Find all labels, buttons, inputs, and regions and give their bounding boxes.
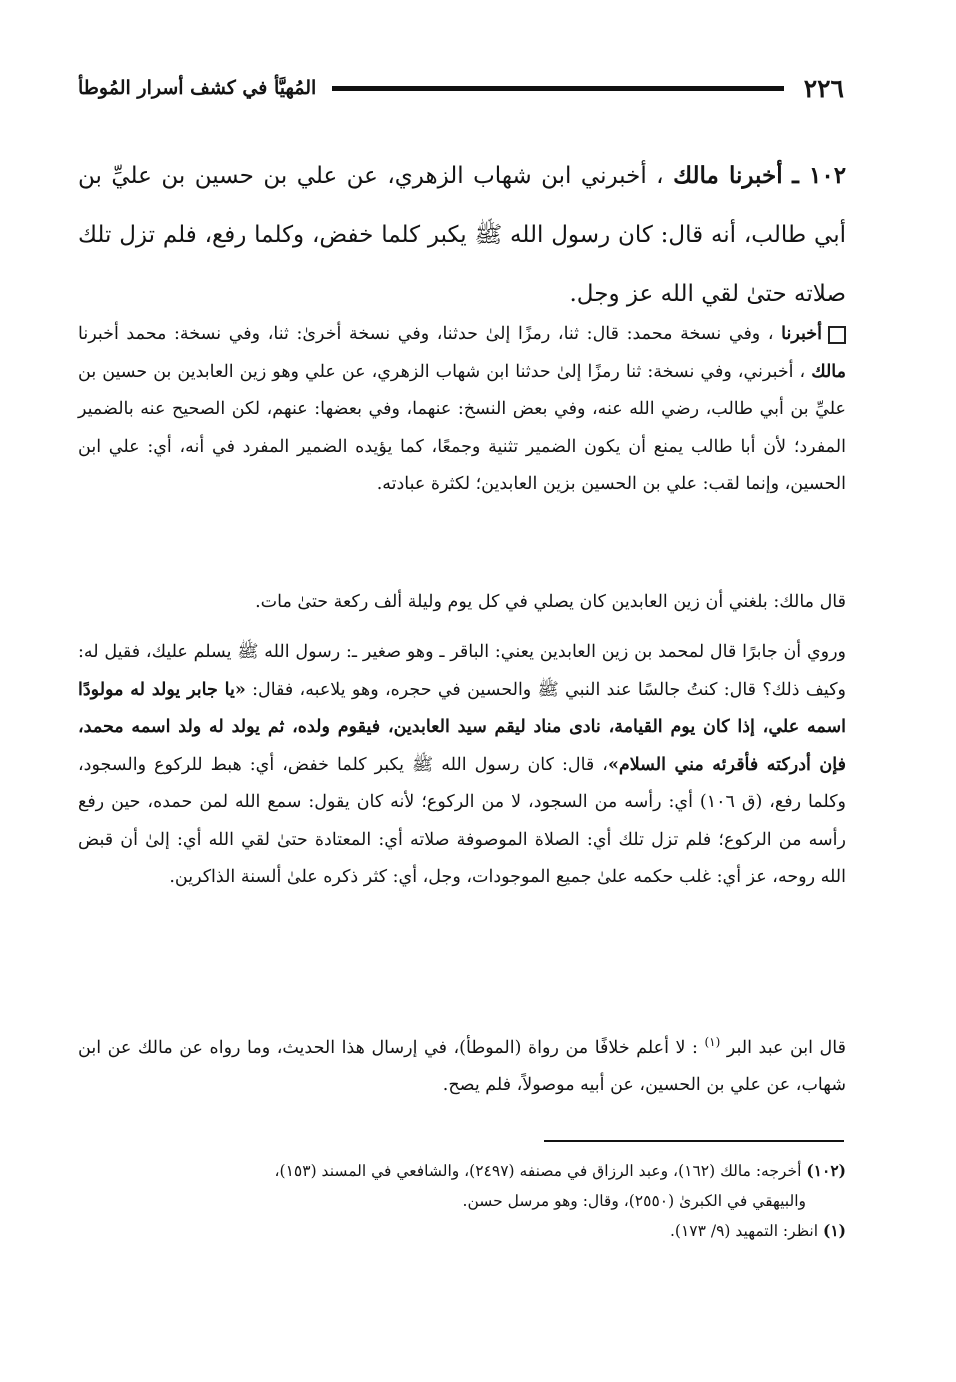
- footnotes: [80, 1156, 846, 1246]
- commentary-paragraph-4: [78, 1024, 846, 1105]
- header-rule: [332, 86, 783, 91]
- footnote-text: انظر: التمهيد (٩/ ١٧٣).: [669, 1222, 819, 1240]
- box-marker-icon: [828, 326, 846, 344]
- quoted-hadith: «يا جابر يولد له مولودًا اسمه علي، إذا كان يوم القيامة، نادى مناد ليقم سيد العابدين، فيقوم ولده، ثم يولد له ولد اسمه محمد، فإن أدركته فأقرئه مني السلام»: [78, 679, 846, 775]
- footnote-text: والبيهقي في الكبرىٰ (٢٥٥٠)، وقال: وهو مرسل حسن.: [462, 1192, 806, 1210]
- commentary-paragraph-1: [78, 316, 846, 504]
- commentary-paragraph-2: [78, 584, 846, 622]
- footnote-number: (١): [822, 1221, 846, 1240]
- commentary-paragraph-3: [78, 634, 846, 897]
- commentary-lead: أخبرنا: [781, 324, 822, 344]
- commentary-text: وروي أن جابرًا قال لمحمد بن زين العابدين يعني: الباقر ـ وهو صغير ـ: رسول الله ﷺ يسلم عليك، فقيل له: وكيف ذلك؟ قال: كنتُ جالسًا عند النبي ﷺ والحسين في حجره، وهو يلاعبه، فقال:: [78, 642, 846, 700]
- hadith-text: [78, 146, 846, 324]
- footnote-rule: [544, 1140, 844, 1142]
- hadith-number: ١٠٢ ـ: [792, 162, 847, 189]
- commentary-text: قال ابن عبد البر: [726, 1037, 846, 1058]
- commentary-text: ، أخبرني، وفي نسخة: ثنا رمزًا إلىٰ حدثنا ابن شهاب الزهري، عن علي وهو زين العابدين بن حسين بن عليِّ بن أبي طالب، رضي الله عنه، وفي بعض النسخ: عنهما، وفي بعضها: عنهم، لكن الصحيح عنه بالضمير المفرد؛ لأن أبا طالب يمنع أن يكون الضمير تثنية وجمعًا، كما يؤيده الضمير المفرد في أنه، أي: علي ابن الحسين، وإنما لقب: علي بن الحسين بزين العابدين؛ لكثرة عبادته.: [78, 361, 846, 494]
- commentary-text: ، وفي نسخة محمد: قال: ثنا، رمزًا إلىٰ حدثنا، وفي نسخة أخرىٰ: ثنا، وفي نسخة: محمد أخبرنا: [78, 324, 774, 344]
- running-title: المُهيَّأ في كشف أسرار المُوطأ: [78, 77, 317, 99]
- commentary-text: : لا أعلم خلافًا من رواة (الموطأ)، في إرسال هذا الحديث، وما رواه عن مالك عن ابن شهاب، عن علي بن الحسين، عن أبيه موصولاً، فلم يصح.: [78, 1037, 846, 1096]
- commentary-bold: مالك: [811, 361, 846, 382]
- commentary-text: ، قال: كان رسول الله ﷺ يكبر كلما خفض، أي: هبط للركوع والسجود، وكلما رفع، (ق ١٠٦) أي: رأسه من السجود، لا من الركوع؛ لأنه كان يقول: سمع الله لمن حمده، حين رفع رأسه من الركوع؛ فلم تزل تلك أي: الصلاة الموصوفة صلاته أي: المعتادة حتىٰ لقي الله أي: إلىٰ أن قبض الله روحه، عز أي: غلب حكمه علىٰ جميع الموجودات، وجل، أي: كثر ذكره علىٰ ألسنة الذاكرين.: [78, 754, 846, 887]
- hadith-body: ، أخبرني ابن شهاب الزهري، عن علي بن حسين بن عليِّ بن أبي طالب، أنه قال: كان رسول الله ﷺ يكبر كلما خفض، وكلما رفع، فلم تزل تلك صلاته حتىٰ لقي الله عز وجل.: [78, 163, 846, 307]
- page-number: ٢٢٦: [803, 73, 844, 103]
- footnote-reference: (١): [704, 1035, 721, 1049]
- hadith-lead: أخبرنا مالك: [673, 162, 783, 189]
- footnote-number: (١٠٢): [806, 1161, 846, 1180]
- commentary-text: قال مالك: بلغني أن زين العابدين كان يصلي في كل يوم وليلة ألف ركعة حتىٰ مات.: [255, 592, 846, 612]
- page-header: [78, 66, 844, 110]
- footnote-text: أخرجه: مالك (١٦٢)، وعبد الرزاق في مصنفه (٢٤٩٧)، والشافعي في المسند (١٥٣)،: [274, 1162, 802, 1180]
